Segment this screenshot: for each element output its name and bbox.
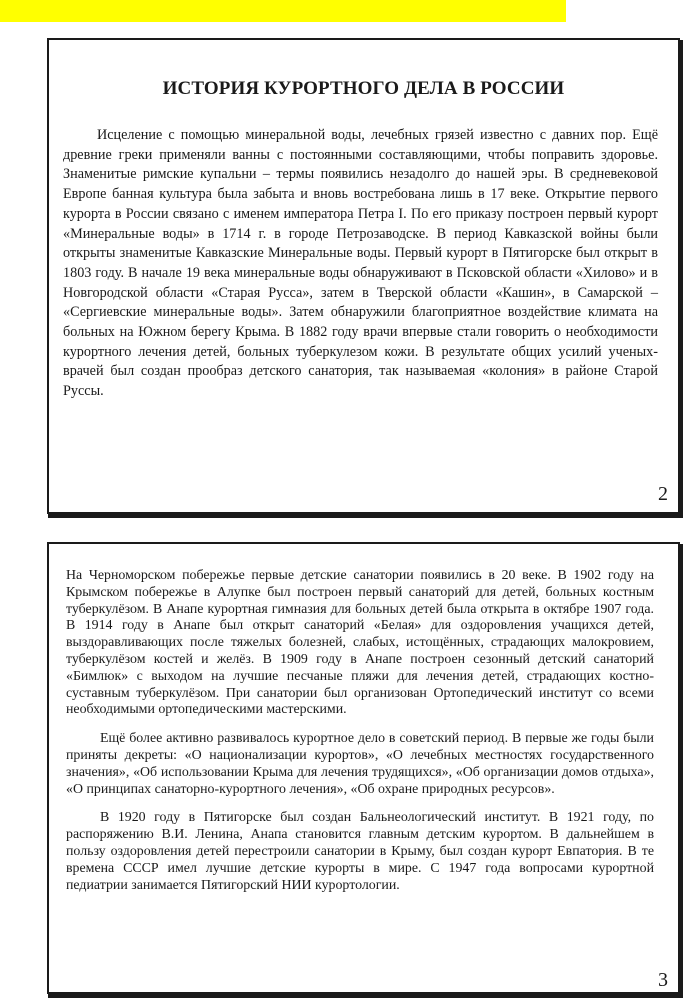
slide-title: ИСТОРИЯ КУРОРТНОГО ДЕЛА В РОССИИ — [162, 78, 565, 99]
slide-paragraph-1: На Черноморском побережье первые детские санатории появились в 20 веке. В 1902 году на Крымском побережье в Алупке был построен первый санаторий для детей, больных костным туберкулёзом. В Анапе курортная гимназия для больных детей была открыта в октябре 1907 года. В 1914 году в Анапе был открыт санаторий «Белая» для оздоровления учащихся детей, выздоравливающих после тяжелых болезней, слабых, истощённых, страдающих малокровием, туберкулёзом костей и желёз. В 1909 году в Анапе построен сезонный детский санаторий «Бимлюк» с выходом на лучшие песчаные пляжи для лечения детей, страдающих костно-суставным туберкулёзом. При санатории был организован Ортопедический институт со всеми необходимыми ортопедическими мастерскими. — [66, 568, 654, 718]
highlight-bar — [0, 0, 566, 22]
page-number: 3 — [658, 969, 668, 991]
slide-paragraph: Исцеление с помощью минеральной воды, лечебных грязей известно с давних пор. Ещё древние греки применяли ванны с постоянными составляющими, чтобы поправить здоровье. Знаменитые римские купальни – термы появились незадолго до нашей эры. В средневековой Европе банная культура была забыта и вновь востребована лишь в 17 веке. Открытие первого курорта в России связано с именем императора Петра I. По его приказу построен первый курорт «Минеральные воды» в 1714 г. в городе Петрозаводске. В период Кавказской войны были открыты знаменитые Кавказские Минеральные воды. Первый курорт в Пятигорске был открыт в 1803 году. В начале 19 века минеральные воды обнаруживают в Псковской области «Хилово» и в Новгородской области «Старая Русса», затем в Тверской области «Кашин», в Самарской – «Сергиевские минеральные воды». Затем обнаружили благоприятное воздействие климата на больных на Южном берегу Крыма. В 1882 году врачи впервые стали говорить о необходимости курортного лечения детей, больных туберкулезом кожи. В результате общих усилий ученых-врачей был создан прообраз детского санатория, так называемая «колония» в районе Старой Руссы. — [63, 127, 658, 400]
slide-paragraph-2: Ещё более активно развивалось курортное дело в советский период. В первые же годы были приняты декреты: «О национализации курортов», «О лечебных местностях государственного значения», «Об использовании Крыма для лечения трудящихся», «Об организации домов отдыха», «О принципах санаторно-курортного лечения», «Об охране природных ресурсов». — [66, 731, 654, 797]
slide-paragraph-3: В 1920 году в Пятигорске был создан Бальнеологический институт. В 1921 году, по распоряжению В.И. Ленина, Анапа становится главным детским курортом. В дальнейшем в пользу оздоровления детей перестроили санатории в Крыму, был создан курорт Евпатория. В те времена СССР имел лучшие детские курорты в мире. С 1947 года вопросами курортной педиатрии занимается Пятигорский НИИ курортологии. — [66, 810, 654, 893]
page-number: 2 — [658, 483, 668, 505]
slide-body — [66, 568, 654, 894]
slide-page-2 — [47, 38, 680, 514]
slide-page-3 — [47, 542, 680, 994]
